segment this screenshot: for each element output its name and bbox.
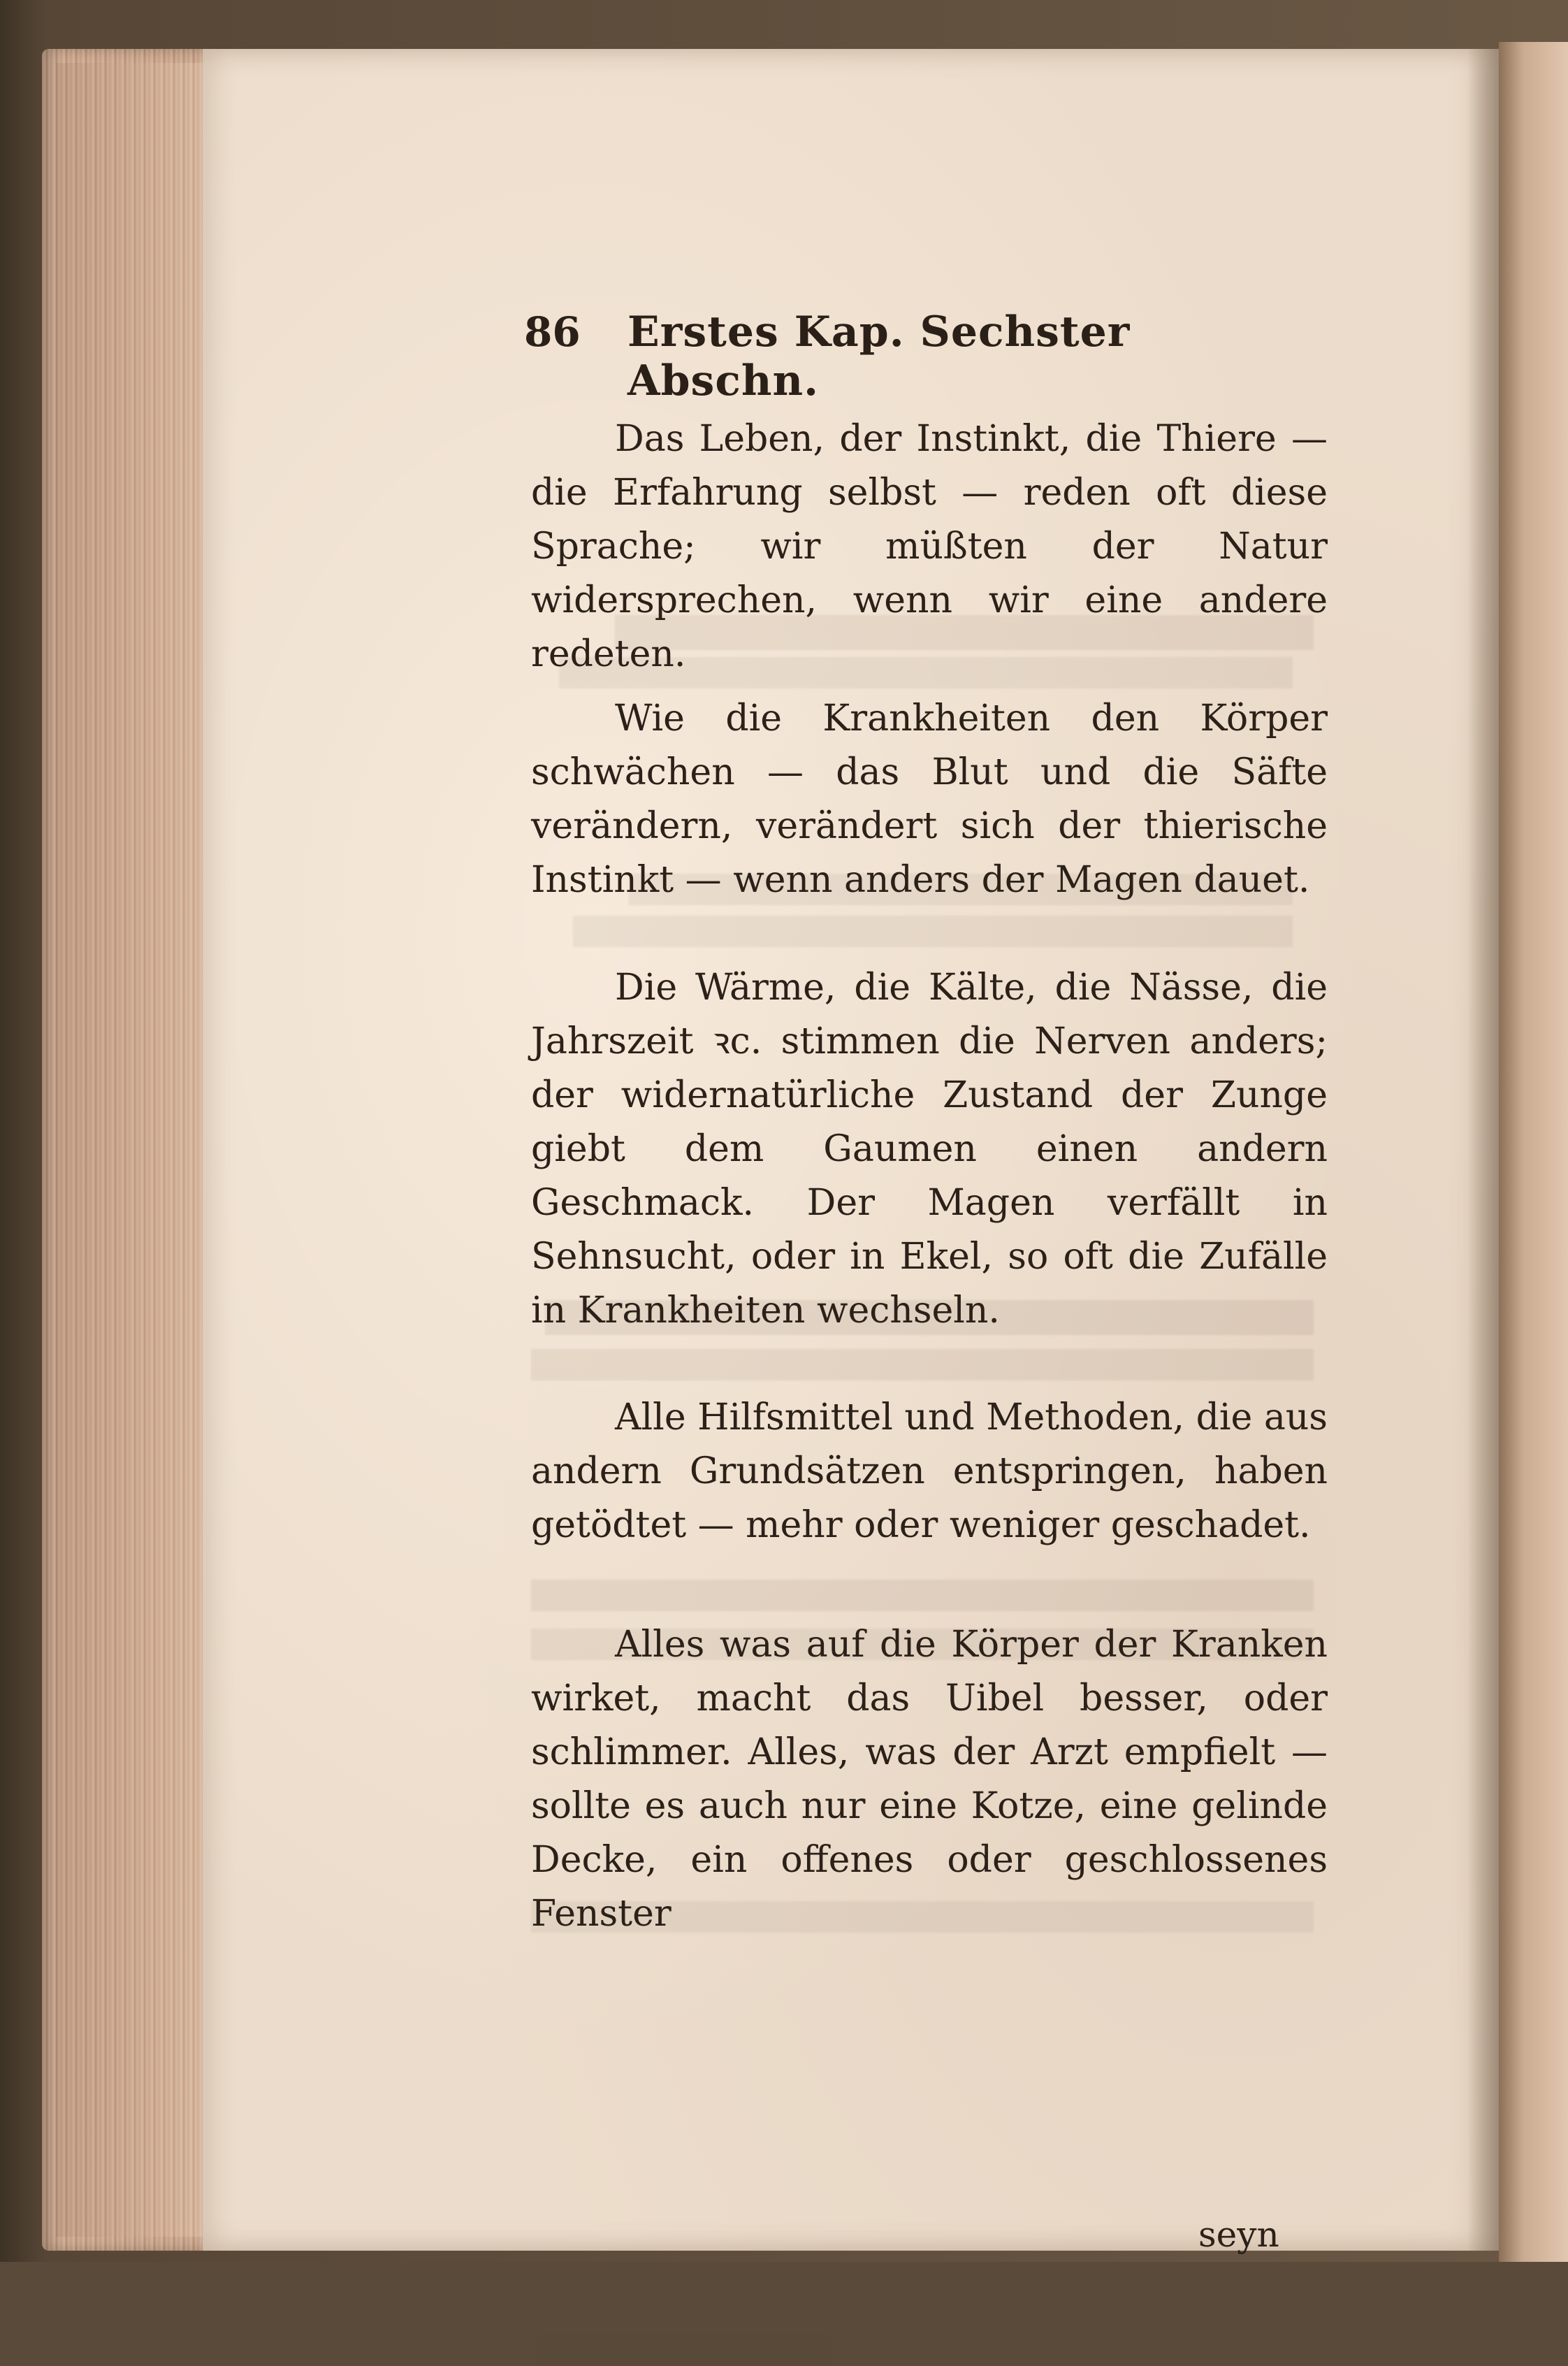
paragraph-2 xyxy=(531,692,1328,907)
page-header xyxy=(524,308,1328,405)
paragraph-5 xyxy=(531,1618,1328,1941)
paragraph-text: Alles was auf die Körper der Kranken wirket, macht das Uibel besser, oder schlimmer. Alles, was der Arzt empfielt — sollte es auch nur eine Kotze, eine gelinde Decke, ein offenes oder geschlossenes Fenster xyxy=(531,1624,1328,1935)
page-edges-shading xyxy=(56,63,203,2237)
bleed-through-10 xyxy=(538,2335,832,2366)
paragraph-4 xyxy=(531,1391,1328,1552)
catchword: seyn xyxy=(1198,2214,1279,2255)
paragraph-3 xyxy=(531,961,1328,1338)
paragraph-text: Die Wärme, die Kälte, die Nässe, die Jahrszeit ꝛc. stimmen die Nerven anders; der widernatürliche Zustand der Zunge giebt dem Gaumen einen andern Geschmack. Der Magen verfällt in Sehnsucht, oder in Ekel, so oft die Zufälle in Krankheiten wechseln. xyxy=(531,967,1328,1332)
bleed-through-7 xyxy=(531,1580,1314,1611)
paragraph-text: Wie die Krankheiten den Körper schwächen — das Blut und die Säfte verändern, verändert sich der thierische Instinkt — wenn anders der Magen dauet. xyxy=(531,698,1328,901)
page-number: 86 xyxy=(524,308,581,356)
running-title: Erstes Kap. Sechster Abschn. xyxy=(627,308,1131,405)
facing-page-edge xyxy=(1499,42,1568,2262)
paragraph-1 xyxy=(531,412,1328,681)
paragraph-text: Alle Hilfsmittel und Methoden, die aus andern Grundsätzen entspringen, haben getödtet — mehr oder weniger geschadet. xyxy=(531,1397,1328,1546)
paragraph-text: Das Leben, der Instinkt, die Thiere — die Erfahrung selbst — reden oft diese Sprache; wir müßten der Natur widersprechen, wenn wir eine andere redeten. xyxy=(531,418,1328,675)
gutter-shadow xyxy=(1467,49,1502,2251)
bleed-through-6 xyxy=(531,1349,1314,1380)
bleed-through-4 xyxy=(573,916,1293,947)
